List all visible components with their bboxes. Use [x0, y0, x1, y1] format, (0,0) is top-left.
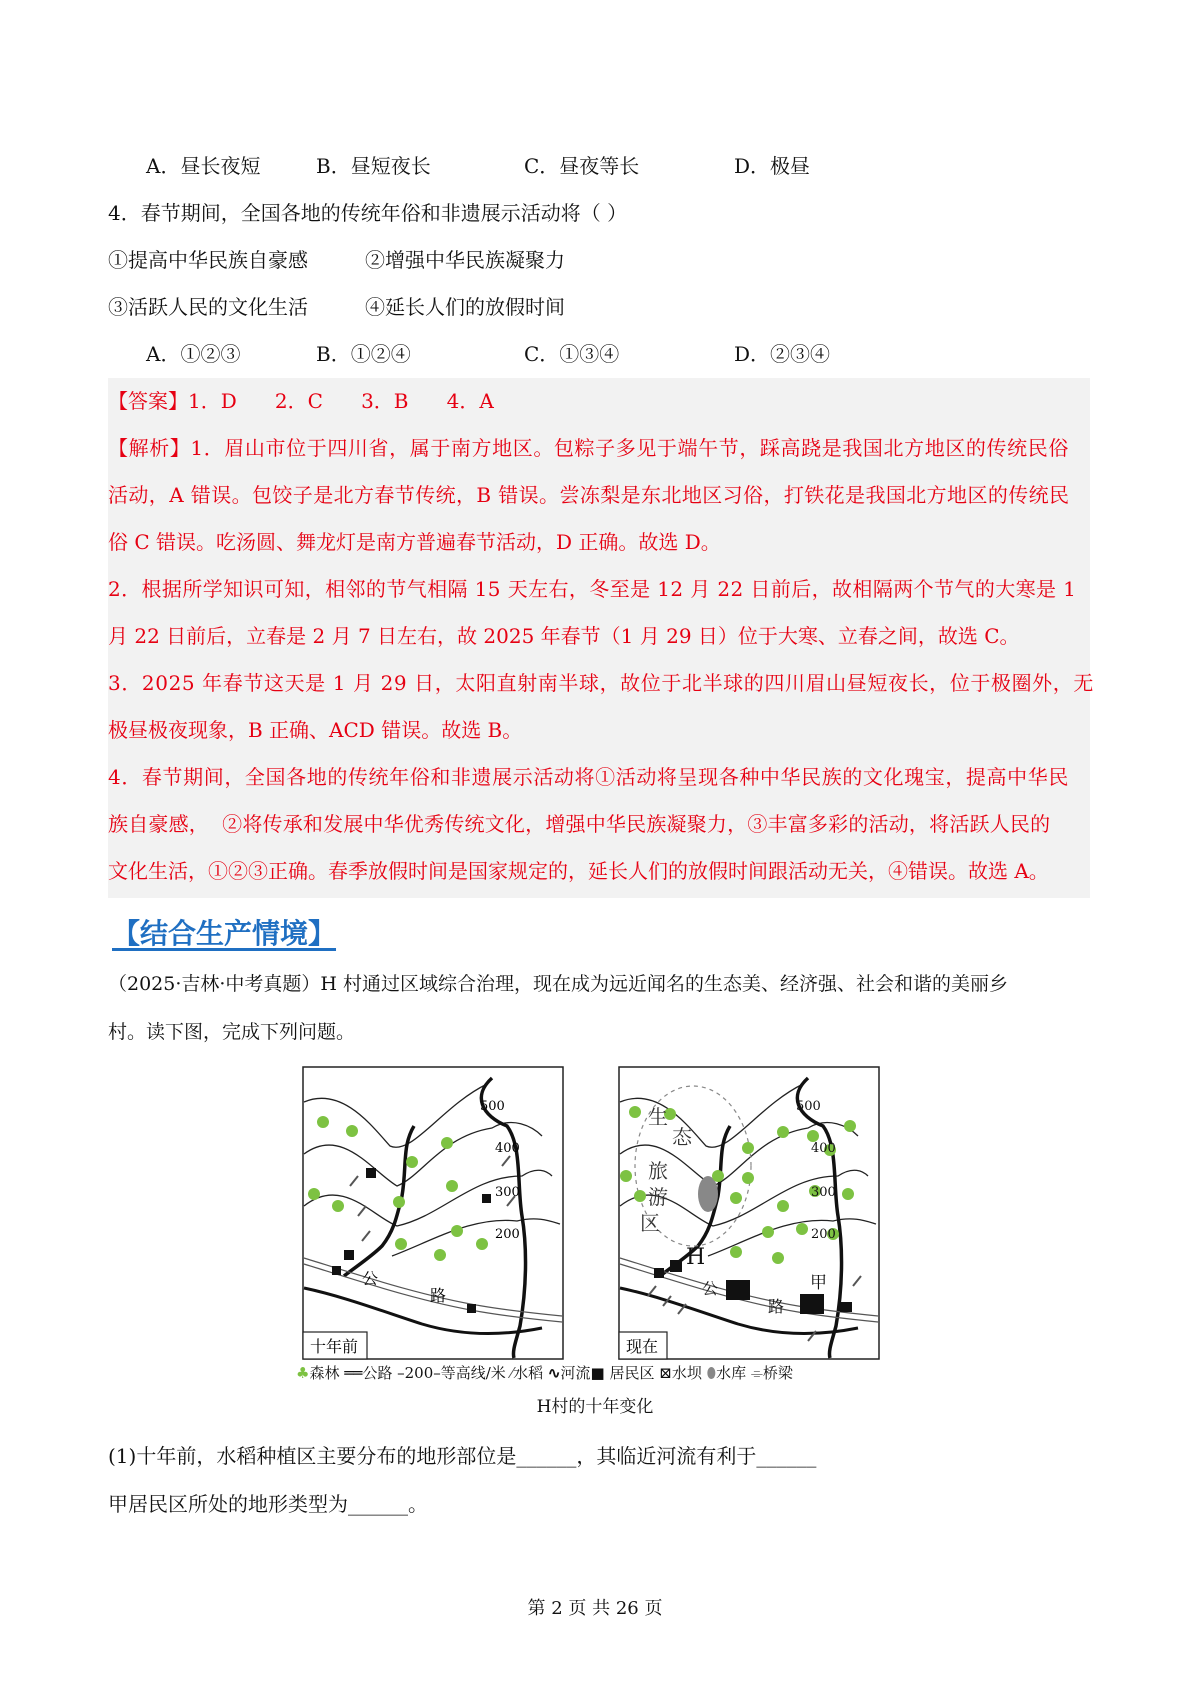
- legend-contour-value: 200: [404, 1364, 434, 1382]
- zone-char-2: 态: [672, 1125, 692, 1149]
- contour-icon-2: –: [433, 1364, 441, 1382]
- rice-icon: ⁄: [510, 1364, 514, 1382]
- q4-item-2: ②增强中华民族凝聚力: [365, 248, 565, 272]
- q1-line-1: (1)十年前，水稻种植区主要分布的地形部位是______，其临近河流有利于______: [108, 1444, 817, 1468]
- legend-reservoir: 水库: [716, 1364, 747, 1382]
- q4-item-4: ④延长人们的放假时间: [365, 295, 565, 319]
- analysis-line-8: 4．春节期间，全国各地的传统年俗和非遗展示活动将①活动将呈现各种中华民族的文化瑰宝，提高中华民: [108, 765, 1069, 789]
- q4-option-b: B．①②④: [316, 342, 411, 366]
- analysis-line-5: 月 22 日前后，立春是 2 月 7 日左右，故 2025 年春节（1 月 29 日）位于大寒、立春之间，故选 C。: [108, 624, 1020, 648]
- contour-200: 200: [495, 1227, 520, 1242]
- legend-settlement: 居民区: [609, 1364, 655, 1382]
- analysis-line-10: 文化生活，①②③正确。春季放假时间是国家规定的，延长人们的放假时间跟活动无关，④错误。故选 A。: [108, 859, 1049, 883]
- analysis-line-4: 2．根据所学知识可知，相邻的节气相隔 15 天左右，冬至是 12 月 22 日前后，故相隔两个节气的大寒是 1: [108, 577, 1077, 601]
- zone-char-1: 生: [648, 1105, 668, 1129]
- road-label-2: 路: [430, 1286, 447, 1305]
- h-village-label: H: [686, 1245, 706, 1270]
- answer-line: [108, 387, 494, 415]
- analysis-label: 【解析】: [108, 436, 191, 460]
- q3-option-c: C．昼夜等长: [524, 154, 640, 178]
- contour-300: 300: [495, 1185, 520, 1200]
- analysis-text: 1．眉山市位于四川省，属于南方地区。包粽子多见于端午节，踩高跷是我国北方地区的传统民俗: [190, 436, 1069, 460]
- zone-char-3: 旅: [648, 1159, 668, 1183]
- bridge-icon: ⌯: [750, 1364, 763, 1382]
- contour-500-now: 500: [796, 1099, 821, 1114]
- analysis-line-1: [108, 434, 1069, 462]
- q3-option-b: B．昼短夜长: [316, 154, 431, 178]
- contour-300-now: 300: [811, 1185, 836, 1200]
- road-icon: ══: [344, 1364, 363, 1382]
- contour-200-now: 200: [811, 1227, 836, 1242]
- answer-label: 【答案】: [108, 389, 188, 413]
- road-label-1-now: 公: [702, 1279, 719, 1298]
- map-tag-before: 十年前: [310, 1337, 359, 1356]
- map-tag-now: 现在: [626, 1337, 659, 1356]
- legend-dam: 水坝: [671, 1364, 702, 1382]
- dam-icon: ⊠: [659, 1364, 672, 1382]
- contour-400-now: 400: [811, 1141, 836, 1156]
- river-icon: ∿: [547, 1364, 561, 1382]
- answer-values: 1．D 2．C 3．B 4．A: [188, 389, 494, 413]
- intro-line-2: 村。读下图，完成下列问题。: [108, 1021, 356, 1043]
- zone-char-5: 区: [640, 1211, 660, 1235]
- map-now: [618, 1066, 880, 1360]
- legend-road: 公路: [362, 1364, 393, 1382]
- legend-rice: 水稻: [513, 1364, 544, 1382]
- settlement-icon: ■: [590, 1364, 605, 1382]
- q4-option-c: C．①③④: [524, 342, 620, 366]
- q3-option-d: D．极昼: [734, 154, 811, 178]
- contour-icon: –: [397, 1364, 405, 1382]
- q1-line-2: 甲居民区所处的地形类型为______。: [108, 1492, 428, 1516]
- tree-icon: ♣: [296, 1364, 310, 1382]
- road-label-2-now: 路: [768, 1297, 785, 1316]
- section-title: 【结合生产情境】: [112, 917, 337, 950]
- q4-option-d: D．②③④: [734, 342, 831, 366]
- legend-river: 河流: [560, 1364, 591, 1382]
- legend-bridge: 桥梁: [762, 1364, 793, 1382]
- analysis-line-7: 极昼极夜现象，B 正确、ACD 错误。故选 B。: [108, 718, 523, 742]
- contour-400: 400: [495, 1141, 520, 1156]
- q3-option-a: A．昼长夜短: [146, 154, 261, 178]
- road-label-1: 公: [362, 1269, 379, 1288]
- q4-item-3: ③活跃人民的文化生活: [108, 295, 308, 319]
- legend-contour: 等高线/米: [440, 1364, 506, 1382]
- intro-line-1: （2025·吉林·中考真题）H 村通过区域综合治理，现在成为远近闻名的生态美、经济强、社会和谐的美丽乡: [108, 973, 1009, 995]
- jia-label: 甲: [810, 1273, 827, 1293]
- map-legend: [296, 1362, 793, 1383]
- analysis-line-9: 族自豪感， ②将传承和发展中华优秀传统文化，增强中华民族凝聚力，③丰富多彩的活动，将活跃人民的: [108, 812, 1051, 836]
- zone-char-4: 游: [648, 1185, 668, 1209]
- map-before: [302, 1066, 564, 1360]
- analysis-line-6: 3．2025 年春节这天是 1 月 29 日，太阳直射南半球，故位于北半球的四川眉山昼短夜长，位于极圈外，无: [108, 671, 1094, 695]
- q4-option-a: A．①②③: [146, 342, 241, 366]
- legend-forest: 森林: [309, 1364, 340, 1382]
- contour-500: 500: [480, 1099, 505, 1114]
- q4-stem: 4．春节期间，全国各地的传统年俗和非遗展示活动将（ ）: [108, 201, 628, 225]
- figure-caption: H村的十年变化: [536, 1397, 654, 1417]
- analysis-line-2: 活动，A 错误。包饺子是北方春节传统，B 错误。尝冻梨是东北地区习俗，打铁花是我国北方地区的传统民: [108, 483, 1070, 507]
- q4-item-1: ①提高中华民族自豪感: [108, 248, 308, 272]
- analysis-line-3: 俗 C 错误。吃汤圆、舞龙灯是南方普遍春节活动，D 正确。故选 D。: [108, 530, 721, 554]
- page-footer: 第 2 页 共 26 页: [527, 1598, 663, 1619]
- reservoir-icon: ⬮: [706, 1364, 717, 1382]
